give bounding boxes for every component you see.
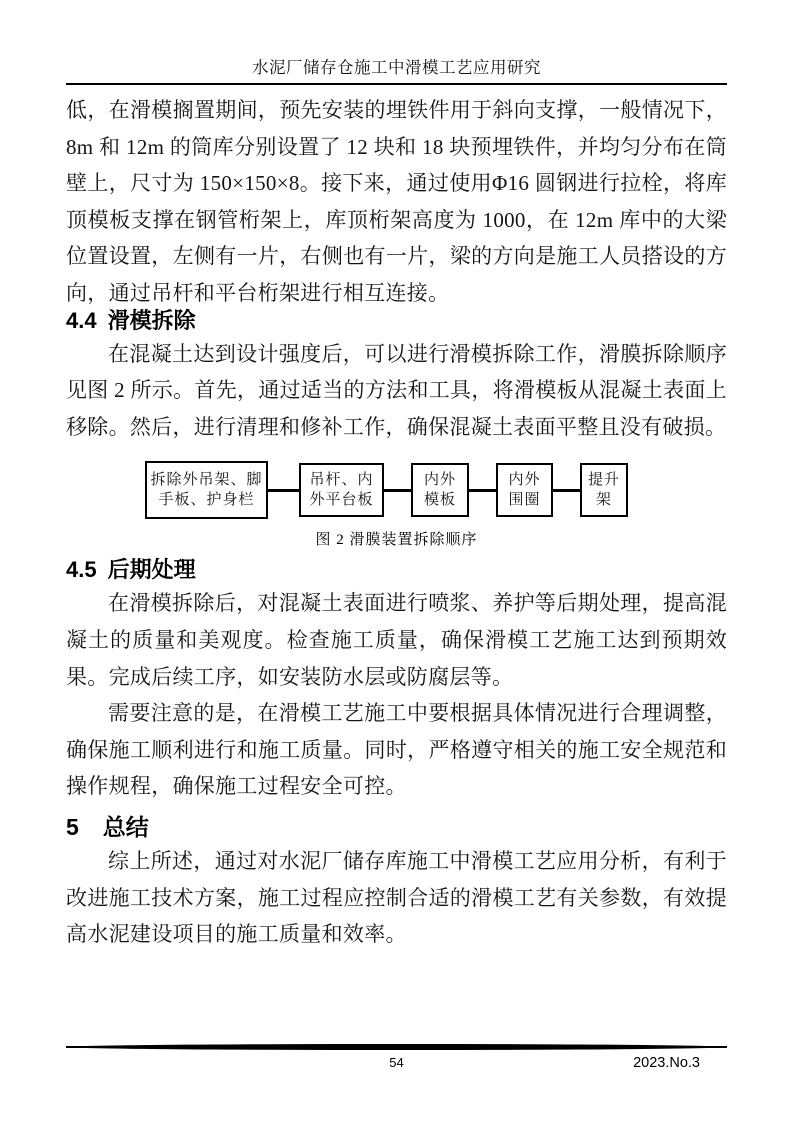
flowchart-connector [384, 489, 411, 492]
flowchart-step-1 [145, 461, 268, 519]
section-4-5-heading [66, 555, 727, 585]
section-4-5-paragraph-1: 在滑模拆除后，对混凝土表面进行喷浆、养护等后期处理，提高混凝土的质量和美观度。检查施工质量，确保滑模工艺施工达到预期效果。完成后续工序，如安装防水层或防腐层等。 [66, 591, 727, 689]
flowchart-step-1-line-1: 拆除外吊架、脚 [150, 472, 263, 489]
page-header [66, 57, 727, 85]
running-title: 水泥厂储存仓施工中滑模工艺应用研究 [252, 58, 541, 77]
flowchart-step-4-line-1: 内外 [508, 472, 541, 489]
section-4-4-paragraph: 在混凝土达到设计强度后，可以进行滑模拆除工作，滑膜拆除顺序见图 2 所示。首先，通过适当的方法和工具，将滑模板从混凝土表面上移除。然后，进行清理和修补工作，确保混凝土表面平整且没有破损。 [66, 341, 727, 439]
page-number: 54 [389, 1055, 404, 1070]
section-4-5-title: 后期处理 [107, 557, 196, 583]
flowchart-step-5-line-2: 架 [595, 492, 612, 509]
section-4-5-paragraph-2: 需要注意的是，在滑模工艺施工中要根据具体情况进行合理调整，确保施工顺利进行和施工质量。同时，严格遵守相关的施工安全规范和操作规程，确保施工过程安全可控。 [66, 701, 727, 799]
flowchart-connector [268, 489, 299, 492]
footer-rule [66, 1044, 727, 1050]
flowchart-step-3-line-1: 内外 [423, 472, 456, 489]
section-5-number: 5 [66, 813, 79, 840]
section-4-5-number: 4.5 [66, 557, 97, 583]
section-4-4-title: 滑模拆除 [107, 307, 196, 333]
flowchart-step-2-line-2: 外平台板 [309, 492, 374, 509]
flowchart-step-3 [411, 463, 469, 517]
page-footer [66, 1044, 727, 1074]
header-rule [66, 83, 727, 85]
flowchart-step-4 [496, 463, 553, 517]
figure-2-flowchart [145, 461, 727, 519]
flowchart-step-5 [580, 463, 628, 517]
figure-2 [66, 461, 727, 549]
page-content [66, 0, 727, 953]
section-4-4-number: 4.4 [66, 307, 97, 333]
flowchart-connector [469, 489, 496, 492]
flowchart-step-2 [299, 463, 384, 517]
issue-label: 2023.No.3 [633, 1055, 700, 1071]
flowchart-connector [553, 489, 580, 492]
flowchart-step-4-line-2: 围圈 [508, 492, 541, 509]
section-5-title: 总结 [102, 813, 149, 840]
flowchart-step-3-line-2: 模板 [423, 492, 456, 509]
flowchart-step-5-line-1: 提升 [587, 472, 620, 489]
footer-row [66, 1054, 727, 1074]
flowchart-step-2-line-1: 吊杆、内 [309, 472, 374, 489]
section-5-heading [66, 811, 727, 843]
continuation-paragraph: 低，在滑模搁置期间，预先安装的埋铁件用于斜向支撑，一般情况下，8m 和 12m 的筒库分别设置了 12 块和 18 块预埋铁件，并均匀分布在筒壁上，尺寸为 150×150×8。接下来，通过使用Φ16 圆钢进行拉栓，将库顶模板支撑在钢管桁架上，库顶桁架高度为 1000，在 12m 库中的大梁位置设置，左侧有一片，右侧也有一片，梁的方向是施工人员搭设的方向，通过吊杆和平台桁架进行相互连接。 [66, 98, 727, 305]
figure-2-caption: 图 2 滑膜装置拆除顺序 [315, 532, 478, 549]
footer-rule-lens [66, 1044, 727, 1050]
flowchart-step-1-line-2: 手板、护身栏 [158, 492, 255, 509]
section-5-paragraph: 综上所述，通过对水泥厂储存库施工中滑模工艺应用分析，有利于改进施工技术方案，施工过程应控制合适的滑模工艺有关参数，有效提高水泥建设项目的施工质量和效率。 [66, 848, 727, 947]
